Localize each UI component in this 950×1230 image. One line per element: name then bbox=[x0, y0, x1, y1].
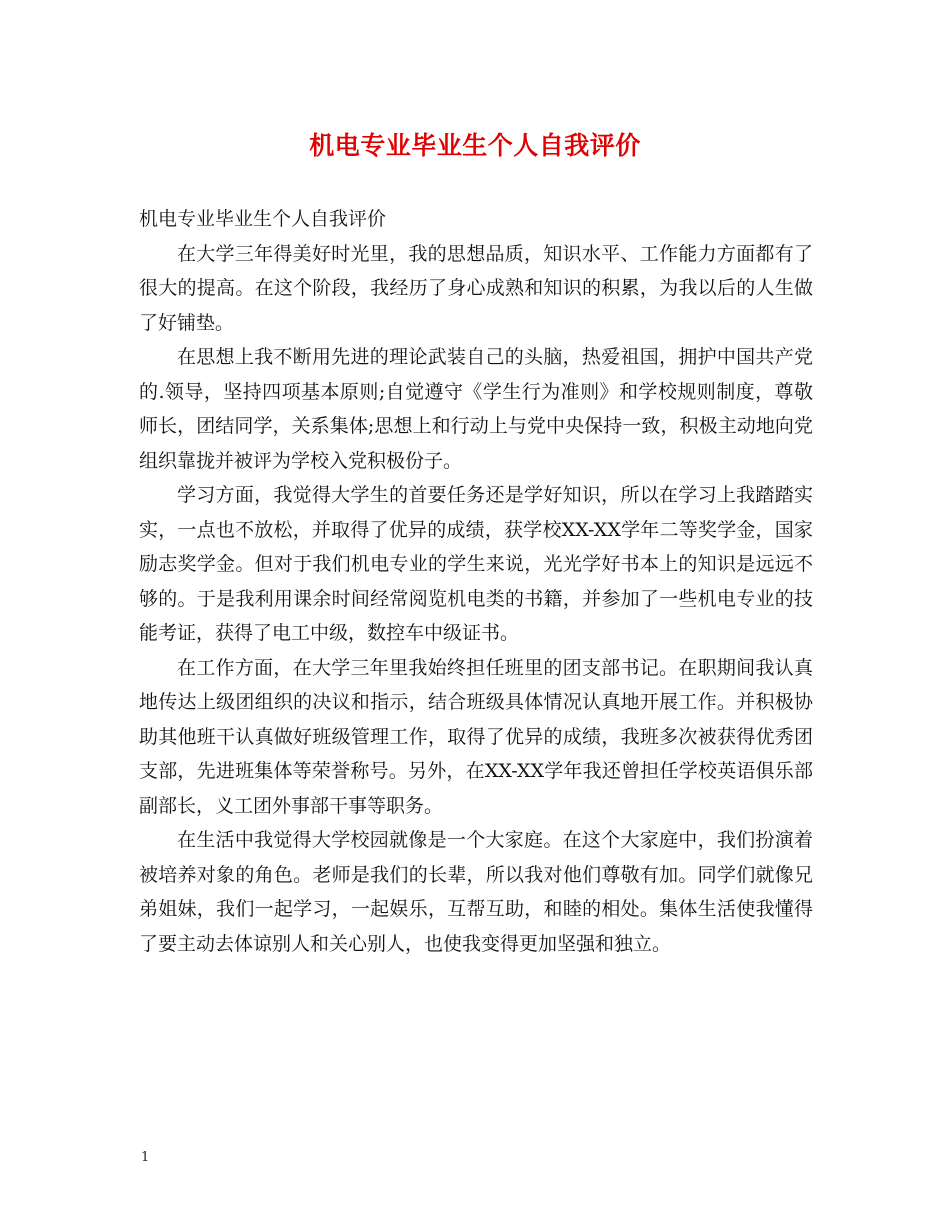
document-body bbox=[139, 202, 813, 961]
document-subtitle: 机电专业毕业生个人自我评价 bbox=[139, 208, 387, 230]
document-title: 机电专业毕业生个人自我评价 bbox=[309, 131, 641, 160]
paragraph-ideology: 在思想上我不断用先进的理论武装自己的头脑，热爱祖国，拥护中国共产党的.领导，坚持四项基本原则;自觉遵守《学生行为准则》和学校规则制度，尊敬师长，团结同学，关系集体;思想上和行动上与党中央保持一致，积极主动地向党组织靠拢并被评为学校入党积极份子。 bbox=[139, 346, 813, 472]
page-number: 1 bbox=[141, 1150, 150, 1165]
paragraph-study: 学习方面，我觉得大学生的首要任务还是学好知识，所以在学习上我踏踏实实，一点也不放松，并取得了优异的成绩，获学校XX-XX学年二等奖学金，国家励志奖学金。但对于我们机电专业的学生来说，光光学好书本上的知识是远远不够的。于是我利用课余时间经常阅览机电类的书籍，并参加了一些机电专业的技能考证，获得了电工中级，数控车中级证书。 bbox=[139, 484, 813, 644]
paragraph-life: 在生活中我觉得大学校园就像是一个大家庭。在这个大家庭中，我们扮演着被培养对象的角色。老师是我们的长辈，所以我对他们尊敬有加。同学们就像兄弟姐妹，我们一起学习，一起娱乐，互帮互助，和睦的相处。集体生活使我懂得了要主动去体谅别人和关心别人，也使我变得更加坚强和独立。 bbox=[139, 829, 813, 955]
paragraph-intro: 在大学三年得美好时光里，我的思想品质，知识水平、工作能力方面都有了很大的提高。在这个阶段，我经历了身心成熟和知识的积累，为我以后的人生做了好铺垫。 bbox=[139, 242, 813, 334]
paragraph-work: 在工作方面，在大学三年里我始终担任班里的团支部书记。在职期间我认真地传达上级团组织的决议和指示，结合班级具体情况认真地开展工作。并积极协助其他班干认真做好班级管理工作，取得了优异的成绩，我班多次被获得优秀团支部，先进班集体等荣誉称号。另外，在XX-XX学年我还曾担任学校英语俱乐部副部长，义工团外事部干事等职务。 bbox=[139, 656, 813, 817]
